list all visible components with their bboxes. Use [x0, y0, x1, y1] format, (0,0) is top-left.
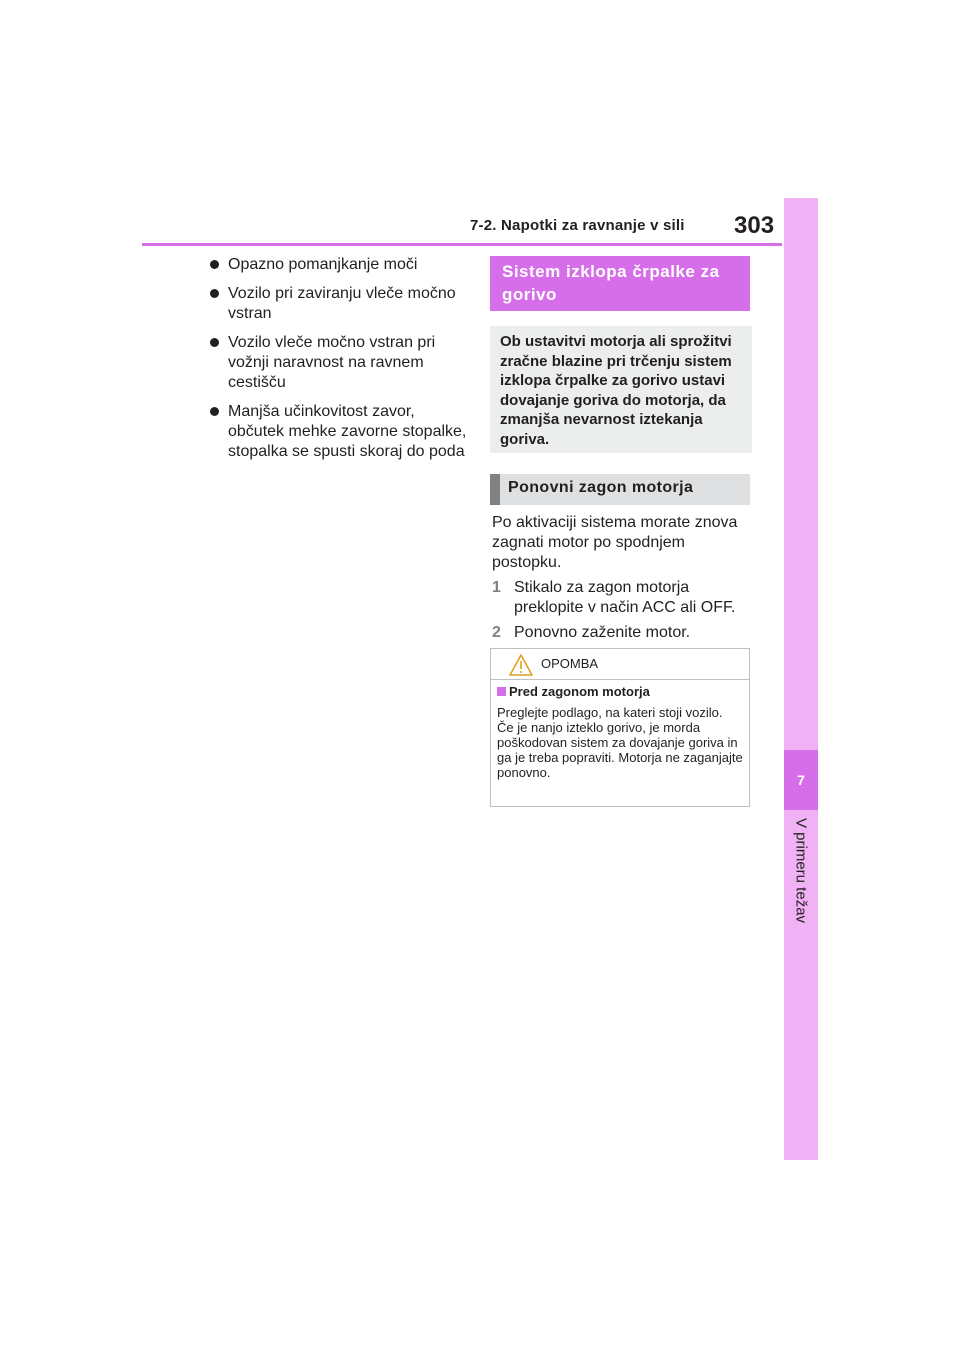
notice-subheading-text: Pred zagonom motorja: [509, 684, 650, 699]
step-text: Stikalo za zagon motorja preklopite v način ACC ali OFF.: [514, 579, 736, 616]
notice-body: [491, 680, 749, 784]
restart-heading: Ponovni zagon motorja: [490, 474, 750, 505]
warning-triangle-icon: [509, 654, 533, 676]
restart-body: [492, 513, 752, 643]
bullet-dot-icon: [210, 289, 219, 298]
fuel-cutoff-summary: Ob ustavitvi motorja ali sprožitvi zračne blazine pri trčenju sistem izklopa črpalke za gorivo ustavi dovajanje goriva do motorja, da zmanjša nevarnost iztekanja goriva.: [490, 326, 752, 453]
notice-text: [497, 705, 743, 780]
notice-line: Če je nanjo izteklo gorivo, je morda poškodovan sistem za dovajanje goriva in ga je treba popraviti. Motorja ne zaganjajte ponovno.: [497, 720, 743, 780]
list-item-text: Opazno pomanjkanje moči: [228, 256, 418, 273]
notice-line: Preglejte podlago, na kateri stoji vozilo.: [497, 705, 723, 720]
list-item-text: Manjša učinkovitost zavor, občutek mehke zavorne stopalke, stopalka se spusti skoraj do poda: [228, 403, 467, 460]
square-marker-icon: [497, 687, 506, 696]
notice-box: [490, 648, 750, 807]
step-item: [492, 623, 752, 643]
chapter-number-badge: 7: [784, 750, 818, 810]
list-item-text: Vozilo vleče močno vstran pri vožnji naravnost na ravnem cestišču: [228, 334, 436, 391]
step-number: 1: [492, 579, 501, 596]
step-number: 2: [492, 624, 501, 641]
list-item-text: Vozilo pri zaviranju vleče močno vstran: [228, 285, 456, 322]
notice-title: OPOMBA: [541, 656, 599, 671]
bullet-dot-icon: [210, 260, 219, 269]
step-text: Ponovno zaženite motor.: [514, 624, 691, 641]
bullet-dot-icon: [210, 407, 219, 416]
header-rule: [142, 243, 782, 246]
list-item: [210, 284, 470, 324]
notice-header: [491, 649, 749, 680]
list-item: [210, 402, 470, 462]
section-title: 7-2. Napotki za ravnanje v sili: [470, 217, 685, 234]
bullet-dot-icon: [210, 338, 219, 347]
chapter-side-tab: [784, 198, 818, 1160]
restart-intro: Po aktivaciji sistema morate znova zagnati motor po spodnjem postopku.: [492, 514, 738, 571]
page-number: 303: [734, 212, 775, 239]
symptom-list: [210, 255, 470, 471]
chapter-label: V primeru težav: [792, 818, 810, 924]
list-item: [210, 255, 470, 275]
fuel-cutoff-heading: Sistem izklopa črpalke za gorivo: [490, 256, 750, 311]
notice-subheading: [497, 684, 743, 699]
step-item: [492, 578, 752, 618]
list-item: [210, 333, 470, 393]
